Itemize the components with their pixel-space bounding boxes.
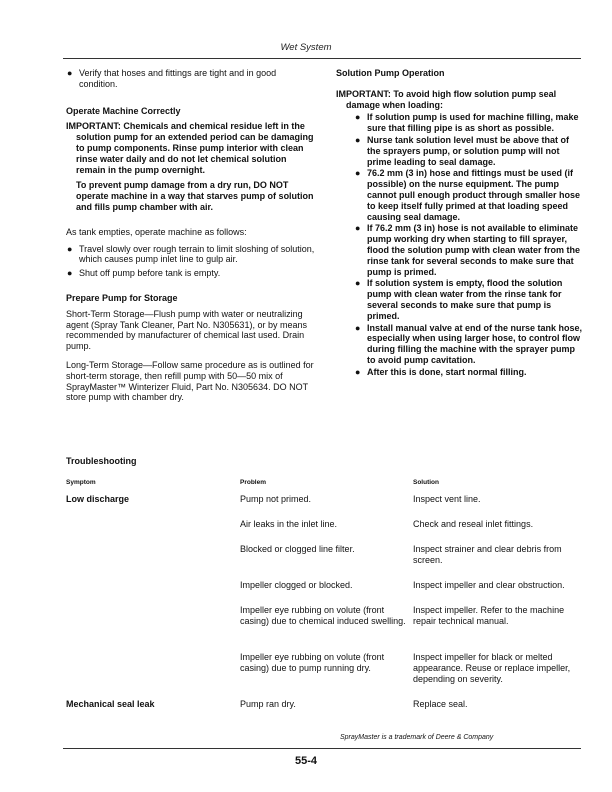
bullet-icon: ● <box>355 223 361 234</box>
trademark-footnote: SprayMaster is a trademark of Deere & Company <box>340 734 494 741</box>
operate-paragraph: As tank empties, operate machine as follows: <box>66 226 247 237</box>
operate-important-continued: To prevent pump damage from a dry run, DO NOT operate machine in a way that starves pump of solution and fills pump chamber with air. <box>76 180 314 212</box>
left-column <box>66 68 316 403</box>
long-term-storage-text: Long-Term Storage—Follow same procedure as is outlined for short-term storage, then refill pump with 50—50 mix of SprayMaster™ Winterizer Fluid, Part No. N305634. DO NOT store pump with chamber dry. <box>66 359 314 403</box>
symptom-cell: Low discharge <box>66 494 130 504</box>
bullet-icon: ● <box>355 112 361 123</box>
solution-cell: Inspect impeller and clear obstruction. <box>413 580 565 590</box>
problem-cell: Impeller eye rubbing on volute (front casing) due to pump running dry. <box>240 652 385 673</box>
solution-cell: Inspect strainer and clear debris from screen. <box>413 544 562 565</box>
problem-cell: Impeller eye rubbing on volute (front casing) due to chemical induced swelling. <box>240 605 406 626</box>
list-item: ● Nurse tank solution level must be above that of the sprayers pump, or solution pump will not prime leading to seal damage. <box>355 134 570 167</box>
pump-important-notice: IMPORTANT: To avoid high flow solution pump seal damage when loading: <box>336 88 557 110</box>
symptom-column-header: Symptom <box>66 479 96 486</box>
bullet-icon: ● <box>67 68 73 78</box>
problem-cell: Blocked or clogged line filter. <box>240 544 355 554</box>
problem-cell: Pump not primed. <box>240 494 312 504</box>
short-term-storage-text: Short-Term Storage—Flush pump with water or neutralizing agent (Spray Tank Cleaner, Part No. N305631), or by means recommended by manufacturer of chemical last used. Drain pump. <box>66 308 307 352</box>
storage-heading: Prepare Pump for Storage <box>66 292 178 303</box>
bullet-icon: ● <box>355 366 361 377</box>
problem-cell: Air leaks in the inlet line. <box>240 519 338 529</box>
problem-cell: Pump ran dry. <box>240 699 296 709</box>
list-item: ● Install manual valve at end of the nurse tank hose, especially when using larger hose, to control flow during filling the machine with the sprayer pump to avoid pump cavitation. <box>355 322 583 365</box>
pump-operation-heading: Solution Pump Operation <box>336 68 445 78</box>
page-header-title: Wet System <box>280 42 332 53</box>
solution-column-header: Solution <box>413 479 439 486</box>
list-item: ● If solution system is empty, flood the solution pump with clean water from the rinse tank for several seconds to make sure that pump is primed. <box>355 278 563 321</box>
list-item: ● 76.2 mm (3 in) hose and fittings must be used (if possible) on the nurse equipment. The pump cannot pull enough product through smaller hose to keep itself fully primed at that loading speed causing seal damage. <box>355 168 581 222</box>
operate-heading: Operate Machine Correctly <box>66 105 181 116</box>
list-item: ● After this is done, start normal filling. <box>355 366 527 377</box>
bullet-icon: ● <box>355 168 361 179</box>
list-item: ● If solution pump is used for machine filling, make sure that filling pipe is as short as possible. <box>355 112 579 134</box>
solution-cell: Check and reseal inlet fittings. <box>413 519 534 529</box>
list-item: ● Travel slowly over rough terrain to limit sloshing of solution, which causes pump inlet line to gulp air. <box>67 243 315 265</box>
bullet-icon: ● <box>355 278 361 289</box>
bullet-icon: ● <box>355 322 361 333</box>
list-item: ● Shut off pump before tank is empty. <box>67 268 221 279</box>
operate-important-notice: IMPORTANT: Chemicals and chemical residue left in the solution pump for an extended period can be damaging to pump components. Rinse pump interior with clean rinse water daily and do not let chemical solution remain in the pump overnight. <box>66 121 314 175</box>
problem-column-header: Problem <box>240 479 267 486</box>
operate-bullet-list <box>66 244 316 279</box>
list-item: ● If 76.2 mm (3 in) hose is not available to eliminate pump working dry when starting to fill sprayer, flood the solution pump with clean water from the rinse tank for several seconds to make sure that pump is primed. <box>355 223 581 277</box>
solution-cell: Inspect vent line. <box>413 494 481 504</box>
bullet-icon: ● <box>67 268 73 279</box>
footer-divider <box>63 748 581 749</box>
page-number: 55-4 <box>294 755 318 767</box>
troubleshooting-title: Troubleshooting <box>66 456 137 466</box>
bullet-icon: ● <box>67 243 73 254</box>
pump-bullet-list <box>354 112 583 377</box>
problem-cell: Impeller clogged or blocked. <box>240 580 353 590</box>
right-column <box>336 68 583 379</box>
solution-cell: Replace seal. <box>413 699 468 709</box>
solution-cell: Inspect impeller for black or melted appearance. Reuse or replace impeller, depending on severity. <box>413 652 571 684</box>
symptom-cell: Mechanical seal leak <box>66 699 155 709</box>
solution-cell: Inspect impeller. Refer to the machine repair technical manual. <box>413 605 565 626</box>
intro-bullet-list <box>66 68 316 90</box>
list-item: ● Verify that hoses and fittings are tight and in good condition. <box>67 68 277 89</box>
header-divider <box>63 58 581 59</box>
bullet-icon: ● <box>355 134 361 145</box>
